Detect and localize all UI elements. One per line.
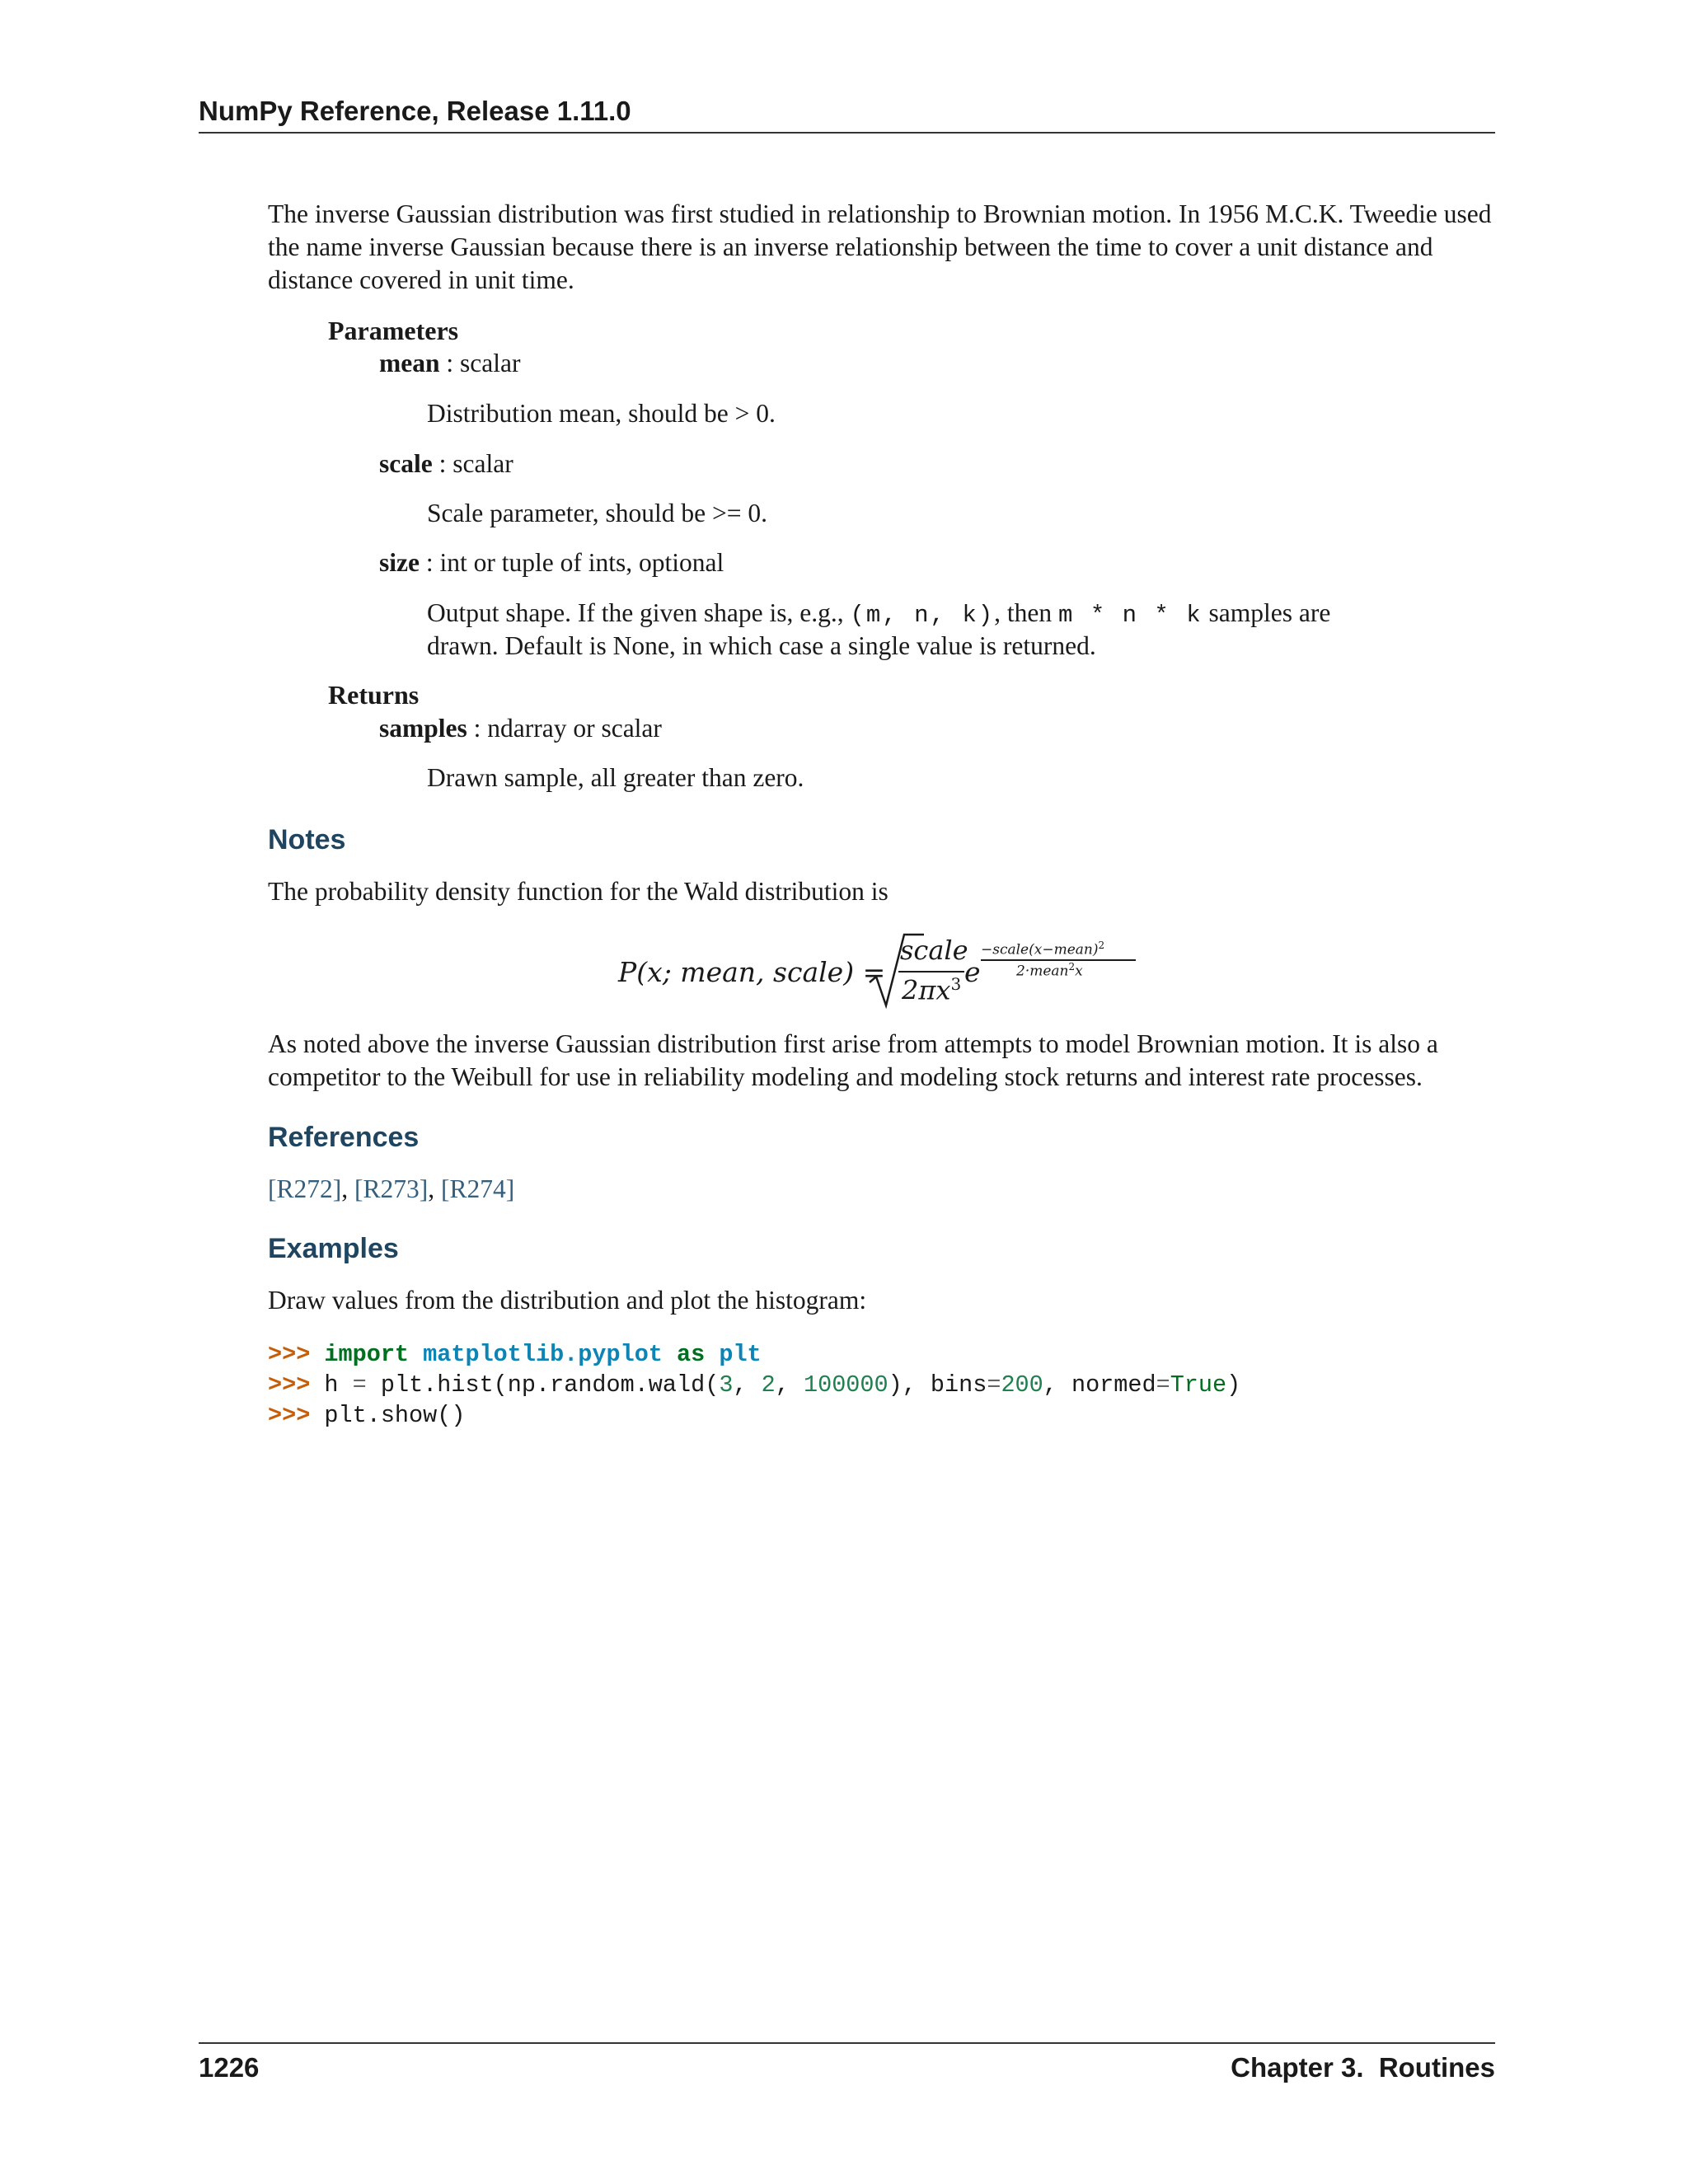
formula-numerator: scale: [900, 935, 968, 966]
page-header: [199, 92, 1495, 134]
return-samples: samples : ndarray or scalar: [379, 714, 662, 743]
examples-text: Draw values from the distribution and plot the histogram:: [268, 1286, 867, 1315]
param-scale-name: scale: [379, 449, 433, 478]
chapter-label: Chapter 3. Routines: [1231, 2052, 1495, 2083]
returns-heading: Returns: [328, 680, 420, 710]
param-size: size : int or tuple of ints, optional: [379, 548, 724, 577]
return-samples-type: ndarray or scalar: [487, 714, 662, 743]
page-content: [268, 198, 1496, 297]
param-size-type: int or tuple of ints, optional: [439, 548, 724, 577]
code-line-1: >>> import matplotlib.pyplot as plt: [268, 1341, 762, 1368]
param-size-name: size: [379, 548, 420, 577]
formula-denominator: $2\pi x^3$: [902, 974, 962, 1006]
param-mean-name: mean: [379, 349, 440, 377]
references-list: [R272], [R273], [R274]: [268, 1174, 515, 1203]
code-line-3: >>> plt.show(): [268, 1402, 466, 1429]
formula-exp-numerator: −scale(x−mean)$^2$: [981, 940, 1105, 958]
formula-lhs: P(x; mean, scale) =: [618, 956, 886, 988]
code-line-2: >>> h = plt.hist(np.random.wald(3, 2, 100000), bins=200, normed=True): [268, 1371, 1241, 1399]
param-size-desc-line2: drawn. Default is None, in which case a single value is returned.: [427, 631, 1096, 660]
param-size-desc: Output shape. If the given shape is, e.g., (m, n, k), then m * n * k samples are: [427, 598, 1331, 629]
page-number: 1226: [199, 2052, 260, 2083]
parameters-heading: Parameters: [328, 316, 459, 345]
param-mean: mean : scalar: [379, 349, 521, 377]
notes-after-line1: As noted above the inverse Gaussian distribution first arise from attempts to model Brownian motion. It is also a: [268, 1029, 1438, 1058]
return-samples-desc: Drawn sample, all greater than zero.: [427, 763, 804, 792]
intro-paragraph: The inverse Gaussian distribution was first studied in relationship to Brownian motion. In 1956 M.C.K. Tweedie used the name inverse Gaussian because there is an inverse relationship between the time to cover a unit distance and distance covered in unit time.: [268, 199, 1492, 294]
page-footer: [199, 2042, 1495, 2093]
notes-after-line2: competitor to the Weibull for use in reliability modeling and modeling stock returns and interest rate processes.: [268, 1062, 1423, 1091]
param-mean-desc: Distribution mean, should be > 0.: [427, 399, 776, 428]
ref-link-r274[interactable]: [R274]: [441, 1174, 515, 1203]
param-scale-type: scalar: [452, 449, 513, 478]
notes-heading: Notes: [268, 824, 346, 855]
formula-fraction-bar: [898, 971, 964, 972]
param-scale: scale : scalar: [379, 449, 513, 478]
formula-e: e: [964, 956, 981, 988]
pdf-formula: [618, 931, 1195, 1014]
param-mean-type: scalar: [460, 349, 521, 377]
return-samples-name: samples: [379, 714, 467, 743]
header-title: NumPy Reference, Release 1.11.0: [199, 96, 631, 126]
ref-link-r273[interactable]: [R273]: [354, 1174, 429, 1203]
references-heading: References: [268, 1122, 420, 1153]
formula-exp-denominator: 2·mean$^2$x: [1016, 961, 1083, 980]
param-scale-desc: Scale parameter, should be >= 0.: [427, 499, 768, 527]
code-shape-tuple: (m, n, k): [850, 602, 995, 629]
notes-text: The probability density function for the Wald distribution is: [268, 877, 889, 906]
ref-link-r272[interactable]: [R272]: [268, 1174, 342, 1203]
examples-heading: Examples: [268, 1233, 399, 1264]
code-block: [268, 1339, 1240, 1431]
code-shape-product: m * n * k: [1058, 602, 1203, 629]
